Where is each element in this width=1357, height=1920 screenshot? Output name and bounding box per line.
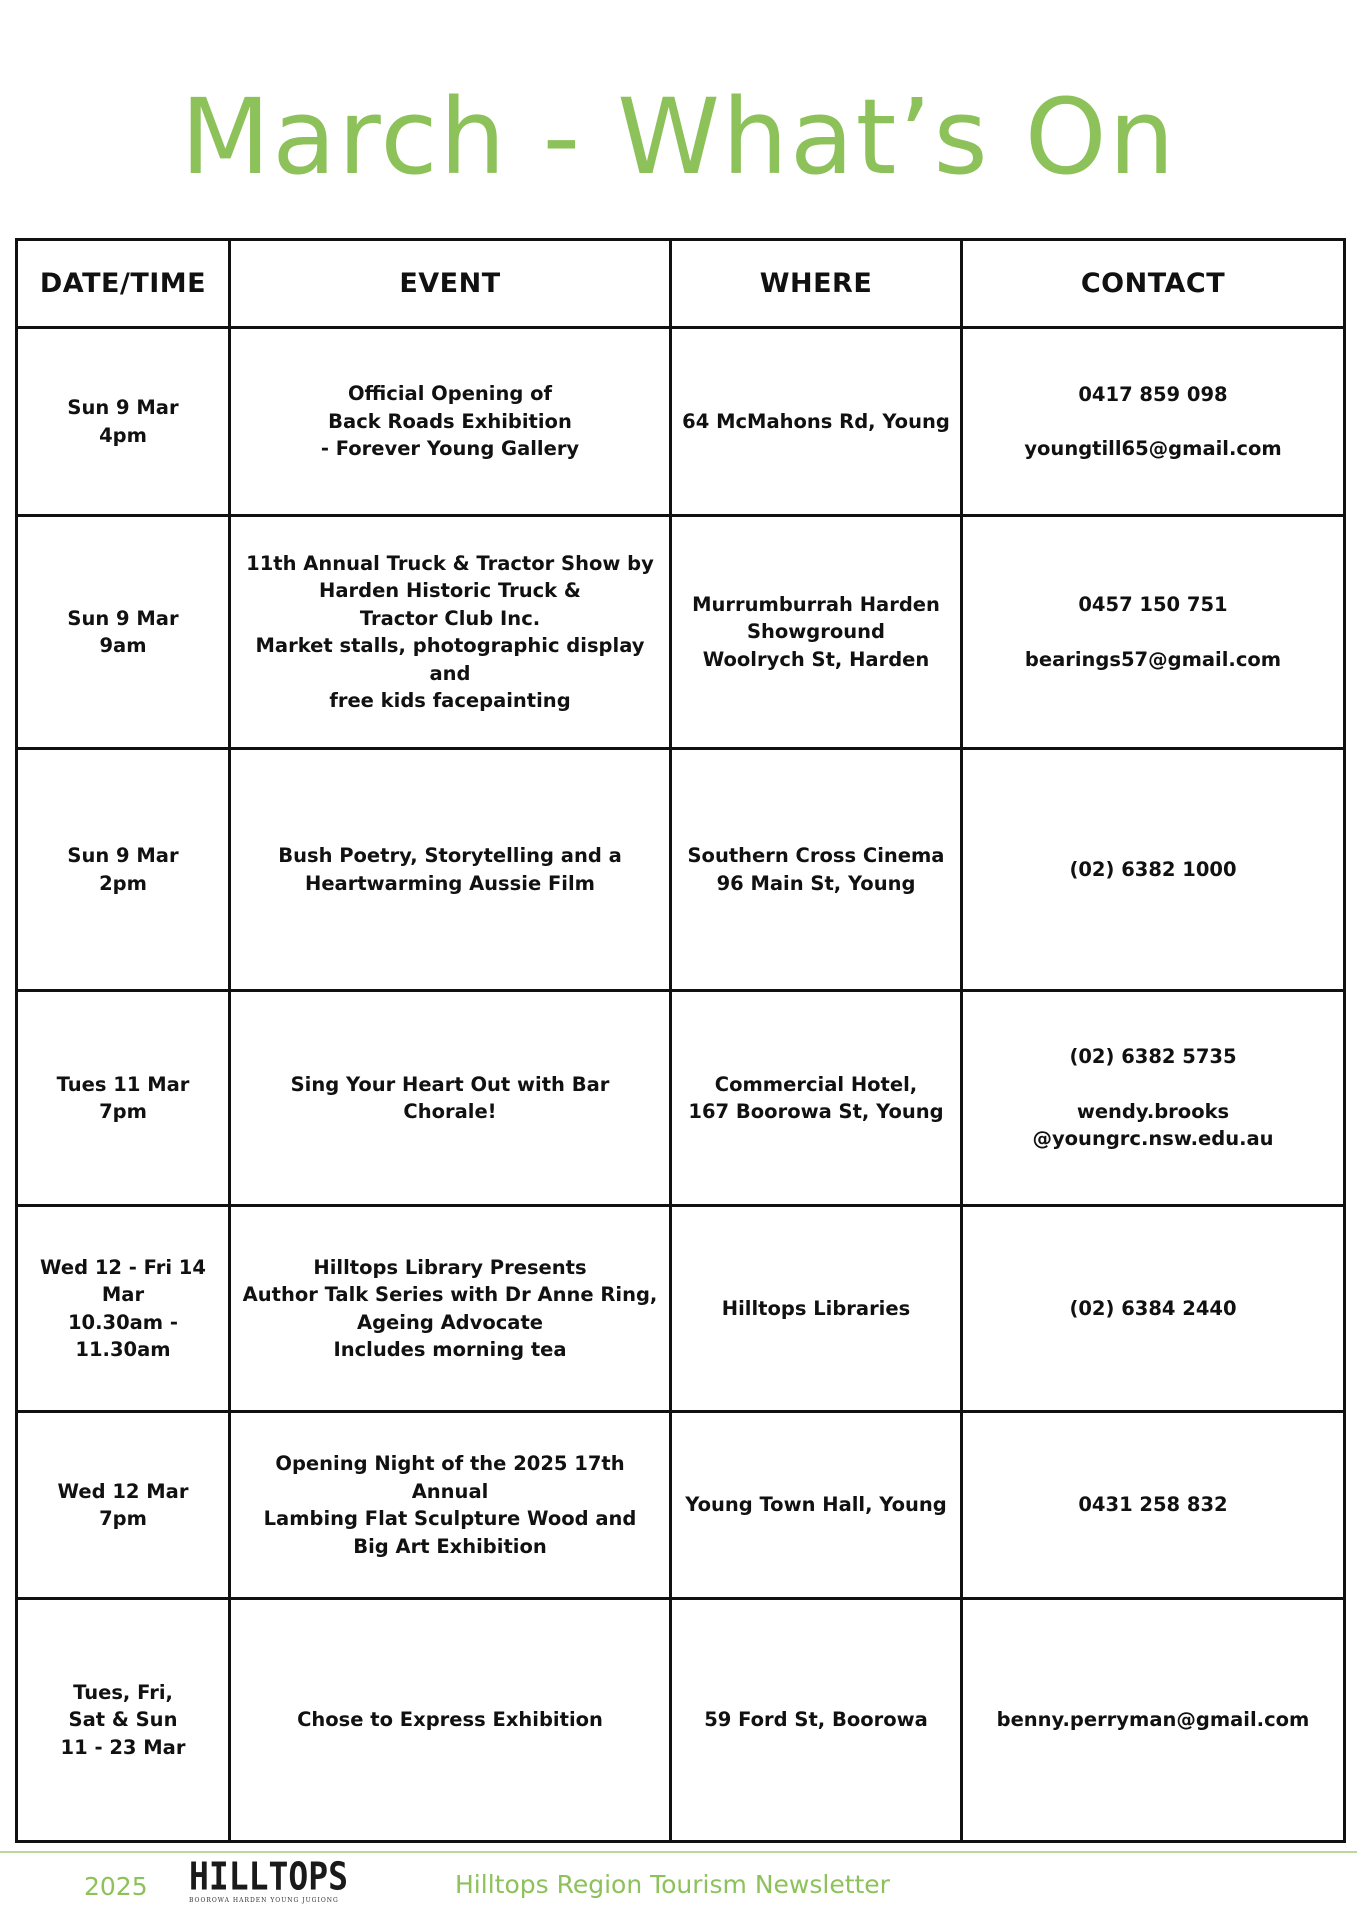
hilltops-logo (189, 1853, 348, 1912)
line-gap (973, 408, 1333, 435)
cell-line: Big Art Exhibition (353, 1534, 547, 1558)
cell-line: Tues, Fri, (73, 1680, 173, 1704)
table-row (17, 1412, 1345, 1599)
cell-line: 2pm (99, 871, 147, 895)
cell-line: Harden Historic Truck & (319, 579, 581, 602)
cell-line: 11.30am (75, 1338, 171, 1361)
table-row (17, 328, 1345, 516)
cell-line: Commercial Hotel, (714, 1072, 918, 1096)
cell-line: Murrumburrah Harden (692, 592, 940, 616)
events-table (15, 238, 1346, 1843)
cell-line: Hilltops Libraries (721, 1296, 911, 1320)
footer-divider (0, 1851, 1357, 1853)
header-where: WHERE (671, 240, 962, 328)
cell-line: Heartwarming Aussie Film (305, 871, 595, 895)
contact-cell (962, 749, 1345, 991)
page-title: March - What’s On (180, 76, 1177, 198)
cell-line: Ageing Advocate (356, 1310, 543, 1334)
date-cell (17, 328, 230, 516)
cell-line: Southern Cross Cinema (687, 844, 945, 867)
date-cell (17, 1206, 230, 1412)
date-cell (17, 991, 230, 1206)
cell-line: Bush Poetry, Storytelling and a (278, 844, 622, 867)
header-contact: CONTACT (962, 240, 1345, 328)
cell-line: wendy.brooks (1076, 1099, 1230, 1123)
cell-line: 7pm (99, 1100, 147, 1123)
cell-line: youngtill65@gmail.com (1024, 437, 1282, 460)
where-cell (671, 749, 962, 991)
date-cell (17, 516, 230, 749)
cell-line: Sun 9 Mar (67, 396, 179, 419)
header-date-time: DATE/TIME (17, 240, 230, 328)
contact-cell (962, 1412, 1345, 1599)
cell-line: 4pm (99, 423, 147, 447)
cell-line: 11th Annual Truck & Tractor Show by (246, 551, 654, 575)
event-cell (230, 991, 671, 1206)
line-gap (973, 619, 1333, 646)
footer-year: 2025 (84, 1872, 148, 1901)
table-row (17, 749, 1345, 991)
table-header-row (17, 240, 1345, 328)
event-cell (230, 1599, 671, 1842)
date-cell (17, 1599, 230, 1842)
where-cell (671, 1412, 962, 1599)
cell-line: (02) 6384 2440 (1069, 1296, 1237, 1320)
cell-line: Market stalls, photographic display and (255, 634, 645, 685)
event-cell (230, 516, 671, 749)
cell-line: Opening Night of the 2025 17th Annual (275, 1452, 625, 1503)
cell-line: Official Opening of (347, 382, 553, 406)
cell-line: 0417 859 098 (1078, 382, 1228, 406)
cell-line: 10.30am - (67, 1310, 179, 1334)
cell-line: 7pm (99, 1507, 147, 1530)
event-cell (230, 328, 671, 516)
cell-line: Chose to Express Exhibition (297, 1708, 603, 1732)
cell-line: 167 Boorowa St, Young (688, 1100, 944, 1123)
cell-line: bearings57@gmail.com (1024, 647, 1282, 671)
cell-line: 9am (99, 634, 147, 657)
cell-line: - Forever Young Gallery (320, 437, 580, 461)
contact-cell (962, 516, 1345, 749)
where-cell (671, 1599, 962, 1842)
cell-line: Hilltops Library Presents (313, 1255, 587, 1279)
cell-line: Sun 9 Mar (67, 844, 179, 867)
cell-line: 59 Ford St, Boorowa (704, 1708, 928, 1732)
event-cell (230, 749, 671, 991)
cell-line: Showground (746, 620, 886, 644)
cell-line: 64 McMahons Rd, Young (682, 409, 950, 433)
cell-line: Woolrych St, Harden (702, 647, 930, 671)
cell-line: Mar (101, 1283, 145, 1306)
table-row (17, 1206, 1345, 1412)
contact-cell (962, 1599, 1345, 1842)
table-row (17, 991, 1345, 1206)
date-cell (17, 749, 230, 991)
where-cell (671, 991, 962, 1206)
cell-line: (02) 6382 1000 (1069, 857, 1237, 881)
cell-line: Tues 11 Mar (56, 1072, 190, 1096)
contact-cell (962, 1206, 1345, 1412)
where-cell (671, 328, 962, 516)
cell-line: Sun 9 Mar (67, 606, 179, 630)
cell-line: Author Talk Series with Dr Anne Ring, (242, 1283, 658, 1306)
cell-line: Wed 12 Mar (57, 1479, 189, 1503)
cell-line: Sing Your Heart Out with Bar Chorale! (290, 1072, 610, 1123)
header-event: EVENT (230, 240, 671, 328)
cell-line: 0431 258 832 (1078, 1493, 1228, 1517)
cell-line: Sat & Sun (68, 1708, 178, 1732)
table-row (17, 516, 1345, 749)
cell-line: Includes morning tea (333, 1338, 567, 1361)
footer-newsletter-title: Hilltops Region Tourism Newsletter (455, 1870, 890, 1899)
date-cell (17, 1412, 230, 1599)
table-row (17, 1599, 1345, 1842)
contact-cell (962, 328, 1345, 516)
cell-line: Back Roads Exhibition (328, 409, 572, 433)
cell-line: 11 - 23 Mar (60, 1735, 186, 1759)
where-cell (671, 1206, 962, 1412)
cell-line: (02) 6382 5735 (1069, 1045, 1237, 1069)
cell-line: Tractor Club Inc. (359, 606, 541, 630)
logo-subtext: BOOROWA HARDEN YOUNG JUGIONG (189, 1897, 339, 1904)
cell-line: 0457 150 751 (1078, 593, 1228, 616)
logo-wordmark: HILLTOPS (189, 1853, 348, 1899)
cell-line: Wed 12 - Fri 14 (40, 1255, 206, 1279)
cell-line: 96 Main St, Young (716, 871, 916, 895)
cell-line: benny.perryman@gmail.com (996, 1708, 1310, 1732)
event-cell (230, 1206, 671, 1412)
cell-line: Young Town Hall, Young (685, 1493, 947, 1517)
event-cell (230, 1412, 671, 1599)
cell-line: Lambing Flat Sculpture Wood and (263, 1507, 637, 1530)
where-cell (671, 516, 962, 749)
cell-line: @youngrc.nsw.edu.au (1032, 1127, 1274, 1151)
line-gap (973, 1071, 1333, 1098)
contact-cell (962, 991, 1345, 1206)
cell-line: free kids facepainting (329, 689, 571, 712)
